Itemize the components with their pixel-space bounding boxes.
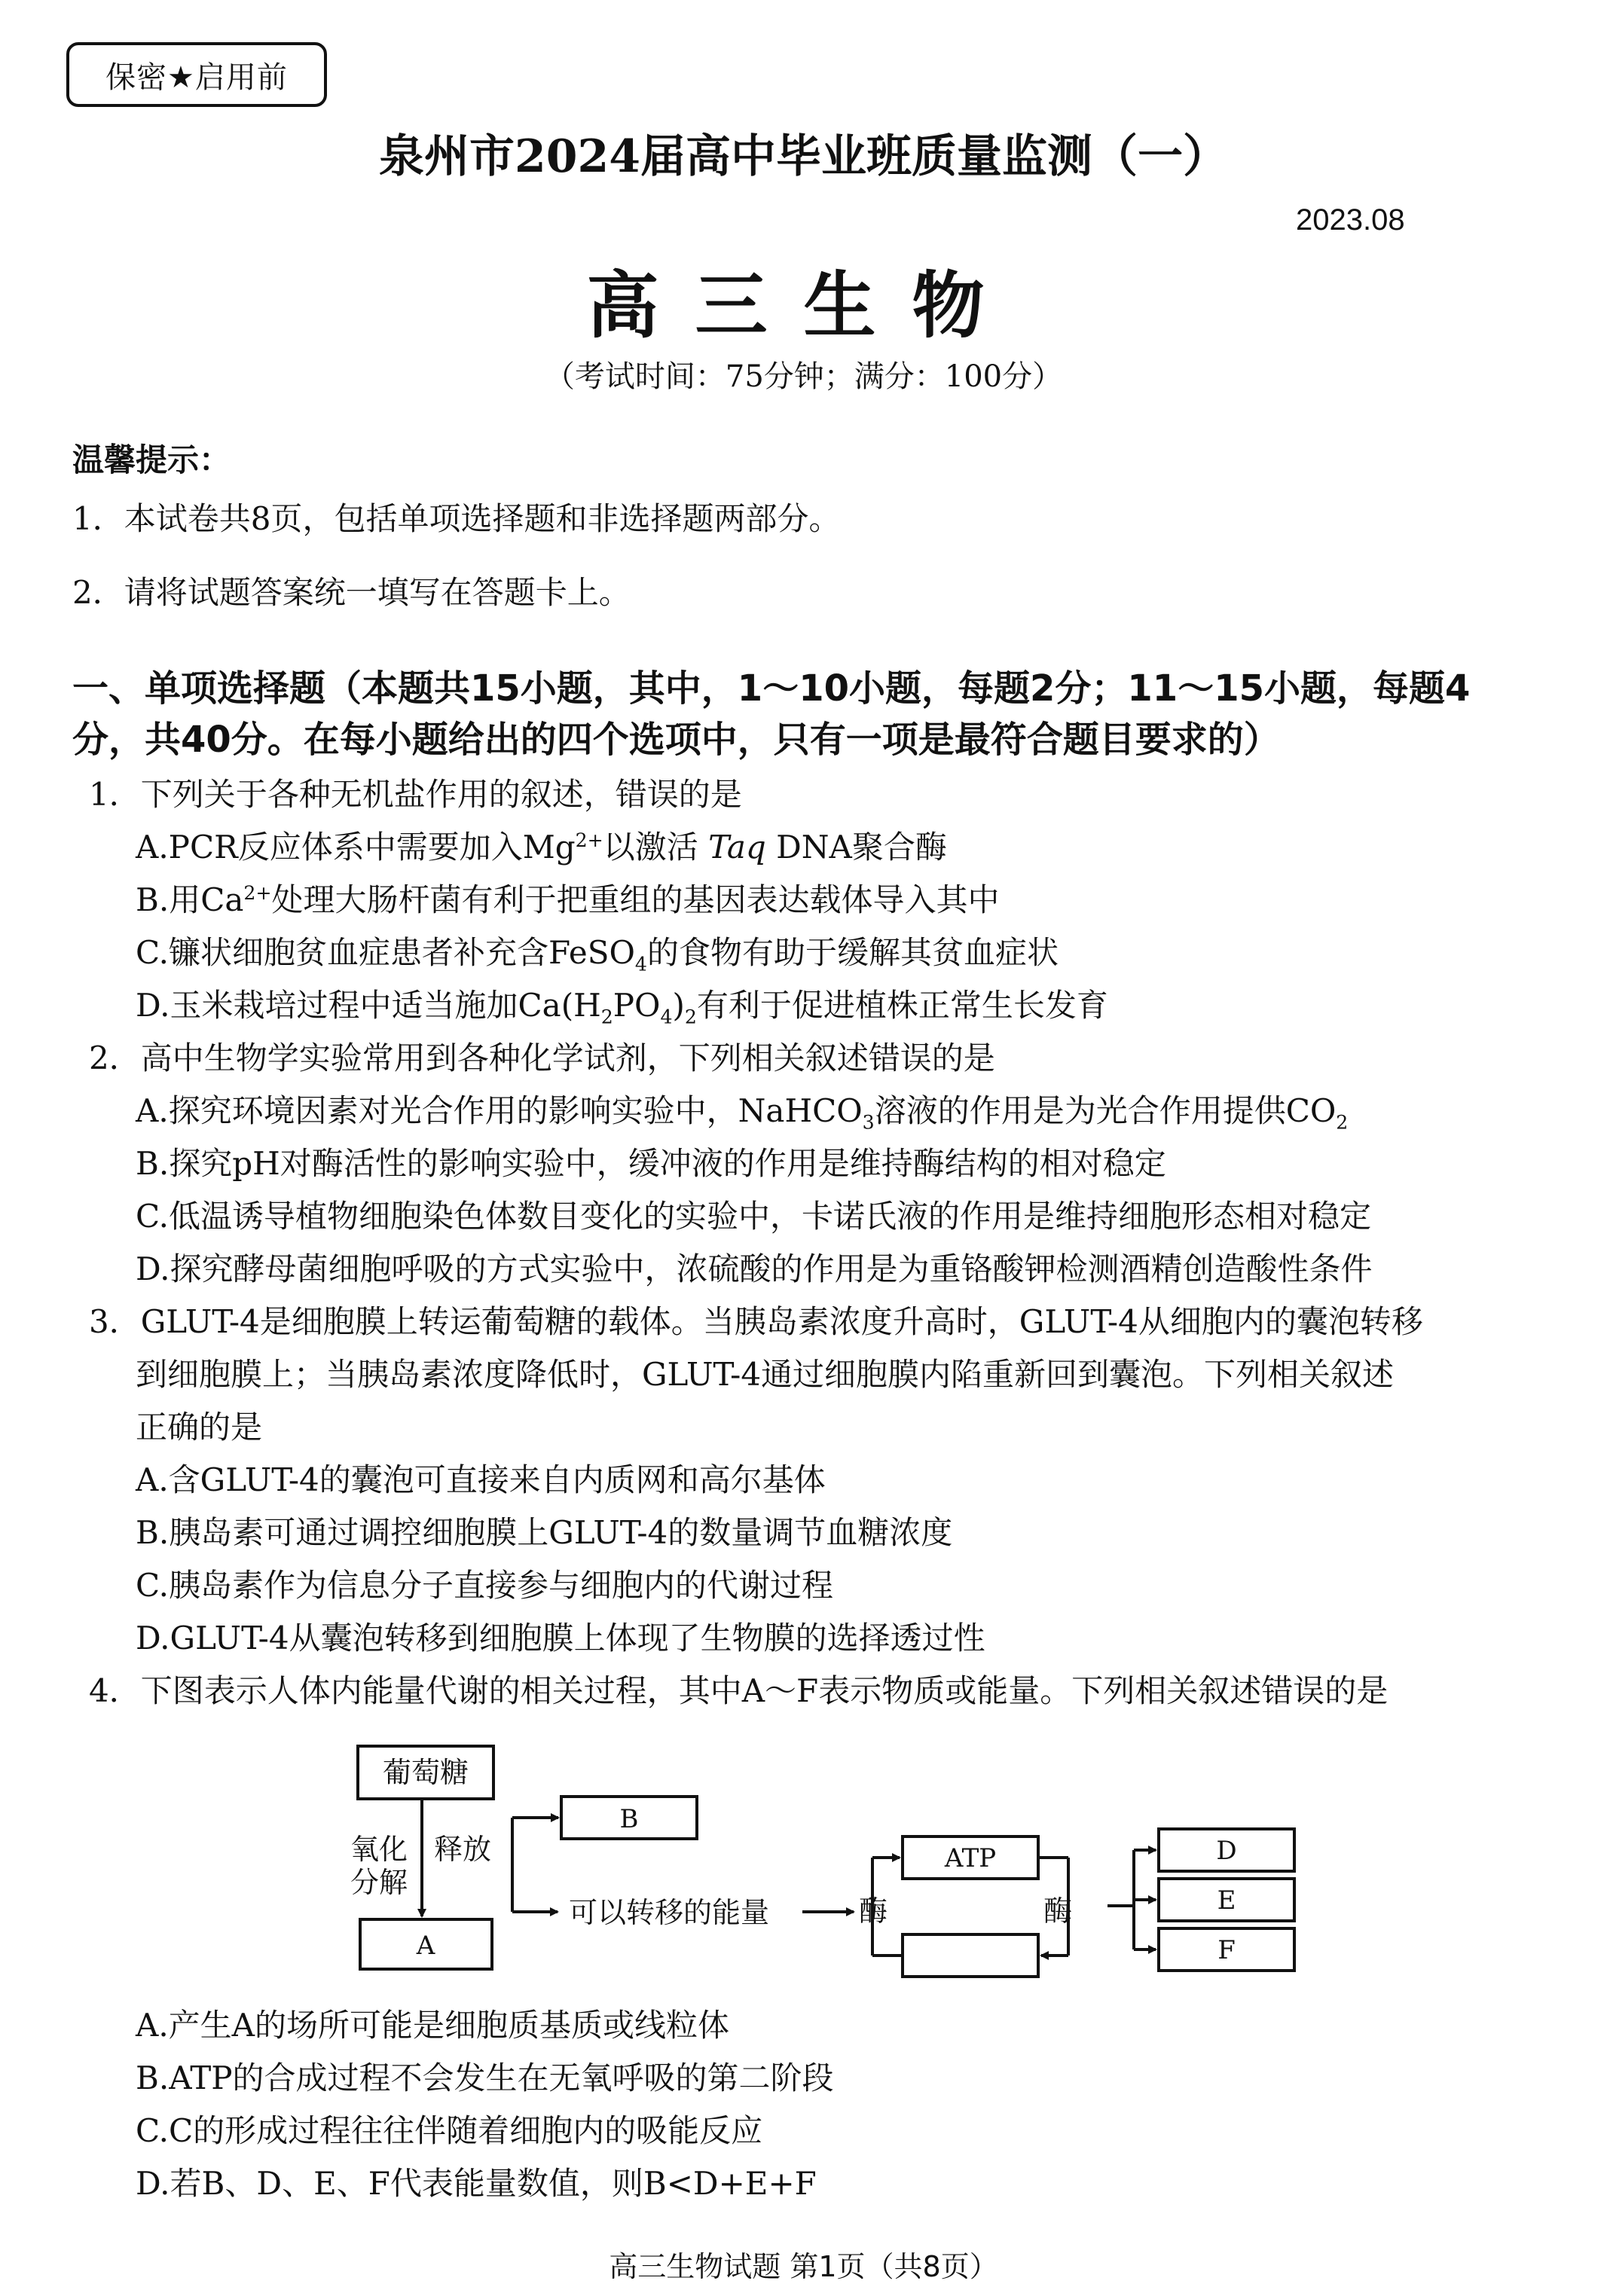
e-label: E bbox=[1217, 1885, 1236, 1916]
b-label: B bbox=[619, 1804, 639, 1834]
question-4-option-d: D.若B、D、E、F代表能量数值，则B<D+E+F bbox=[136, 2165, 817, 2202]
d-box bbox=[1159, 1829, 1294, 1871]
question-3-option-d: D.GLUT-4从囊泡转移到细胞膜上体现了生物膜的选择透过性 bbox=[136, 1620, 985, 1656]
atp-box bbox=[903, 1836, 1038, 1879]
question-3-stem-line-2: 到细胞膜上；当胰岛素浓度降低时，GLUT-4通过细胞膜内陷重新回到囊泡。下列相关叙述 bbox=[136, 1356, 1395, 1393]
question-1-option-d: D.玉米栽培过程中适当施加$Ca(H_2PO_4)_2$有利于促进植株正常生长发育 bbox=[136, 987, 1108, 1028]
exam-title: 泉州市2024届高中毕业班质量监测（一） bbox=[379, 130, 1228, 183]
question-1-option-c: C.镰状细胞贫血症患者补充含FeSO$_4$的食物有助于缓解其贫血症状 bbox=[136, 934, 1059, 975]
oxidize-label-1: 氧化 bbox=[350, 1833, 408, 1866]
subject-title: 高三生物 bbox=[586, 263, 1021, 348]
tip-item-1: 1．本试卷共8页，包括单项选择题和非选择题两部分。 bbox=[72, 500, 841, 537]
question-1-stem: 1．下列关于各种无机盐作用的叙述，错误的是 bbox=[89, 776, 742, 813]
question-2-option-d: D.探究酵母菌细胞呼吸的方式实验中，浓硫酸的作用是为重铬酸钾检测酒精创造酸性条件 bbox=[136, 1250, 1373, 1287]
glucose-box bbox=[358, 1746, 493, 1799]
release-label: 释放 bbox=[434, 1833, 492, 1866]
confidential-badge: 保密★启用前 bbox=[66, 42, 327, 107]
enzyme-left-label: 酶 bbox=[859, 1895, 888, 1928]
question-4-option-b: B.ATP的合成过程不会发生在无氧呼吸的第二阶段 bbox=[136, 2059, 834, 2096]
c-box bbox=[903, 1934, 1038, 1977]
question-3-option-a: A.含GLUT-4的囊泡可直接来自内质网和高尔基体 bbox=[136, 1461, 826, 1498]
question-4-option-c: C.C的形成过程往往伴随着细胞内的吸能反应 bbox=[136, 2112, 763, 2149]
atp-label: ATP bbox=[944, 1843, 997, 1873]
question-3-stem-line-1: 3．GLUT-4是细胞膜上转运葡萄糖的载体。当胰岛素浓度升高时，GLUT-4从细胞内的囊泡转移 bbox=[89, 1303, 1423, 1340]
d-label: D bbox=[1216, 1836, 1237, 1866]
page-footer: 高三生物试题 第1页（共8页） bbox=[609, 2250, 998, 2283]
tips-heading: 温馨提示： bbox=[72, 441, 231, 478]
e-box bbox=[1159, 1879, 1294, 1921]
glucose-label: 葡萄糖 bbox=[382, 1756, 469, 1789]
question-3-stem-line-3: 正确的是 bbox=[136, 1409, 263, 1446]
a-label: A bbox=[416, 1931, 435, 1961]
question-3-option-b: B.胰岛素可通过调控细胞膜上GLUT-4的数量调节血糖浓度 bbox=[136, 1514, 953, 1551]
question-1-option-b: B.用$Ca^{2+}$处理大肠杆菌有利于把重组的基因表达载体导入其中 bbox=[136, 881, 1000, 918]
exam-info: （考试时间：75分钟；满分：100分） bbox=[544, 359, 1063, 394]
question-2-option-b: B.探究pH对酶活性的影响实验中，缓冲液的作用是维持酶结构的相对稳定 bbox=[136, 1145, 1166, 1182]
exam-date: 2023.08 bbox=[1296, 203, 1405, 237]
transferable-energy-label: 可以转移的能量 bbox=[569, 1896, 770, 1929]
question-4-option-a: A.产生A的场所可能是细胞质基质或线粒体 bbox=[136, 2007, 730, 2044]
f-box bbox=[1159, 1928, 1294, 1971]
tip-item-2: 2．请将试题答案统一填写在答题卡上。 bbox=[72, 574, 631, 611]
question-2-option-c: C.低温诱导植物细胞染色体数目变化的实验中，卡诺氏液的作用是维持细胞形态相对稳定 bbox=[136, 1198, 1371, 1235]
question-2-stem: 2．高中生物学实验常用到各种化学试剂，下列相关叙述错误的是 bbox=[89, 1040, 995, 1076]
question-4-stem: 4．下图表示人体内能量代谢的相关过程，其中A～F表示物质或能量。下列相关叙述错误的是 bbox=[89, 1672, 1389, 1709]
oxidize-label-2: 分解 bbox=[350, 1866, 408, 1899]
section-title: 一、单项选择题（本题共15小题，其中，1～10小题，每题2分；11～15小题，每题4分，共40分。在每小题给出的四个选项中，只有一项是最符合题目要求的） bbox=[72, 667, 1471, 761]
question-2-option-a: A.探究环境因素对光合作用的影响实验中，NaHCO$_3$溶液的作用是为光合作用提供$CO_2$ bbox=[136, 1092, 1349, 1134]
enzyme-right-label: 酶 bbox=[1043, 1895, 1073, 1928]
f-label: F bbox=[1217, 1935, 1236, 1965]
question-3-option-c: C.胰岛素作为信息分子直接参与细胞内的代谢过程 bbox=[136, 1567, 833, 1604]
a-box bbox=[360, 1919, 492, 1969]
b-box bbox=[561, 1797, 697, 1839]
question-1-option-a: A.PCR反应体系中需要加入$Mg^{2+}$以激活 Taq DNA聚合酶 bbox=[136, 829, 947, 866]
